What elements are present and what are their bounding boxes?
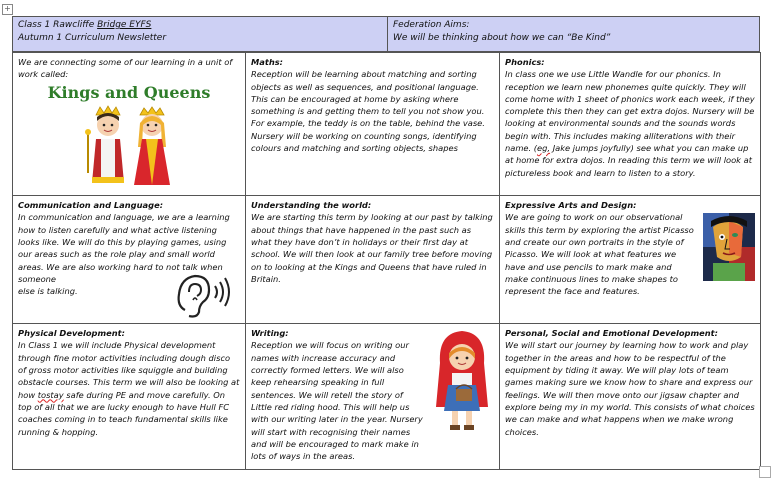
aims-title: Federation Aims: xyxy=(393,20,470,30)
understanding-title: Understanding the world: xyxy=(251,200,372,211)
understanding-text: We are starting this term by looking at our past by talking about things that have happened in the past such as what they have don’t in holidays or their first day at school. We will then look at our family tree before moving on to looking at the Kings and Queens that have ruled in Britain. xyxy=(251,212,493,284)
writing-title: Writing: xyxy=(251,328,289,339)
communication-cell xyxy=(13,196,246,324)
pse-cell xyxy=(500,324,761,470)
expressive-text: We are going to work on our observational skills this term by exploring the artist Picasso and create our own portraits in the style of Picasso. We will look at what features we have and use pencils to mark make and make continuous lines to make shapes to represent the face and features. xyxy=(505,212,694,297)
maths-cell xyxy=(246,53,500,196)
king-queen-icon xyxy=(18,103,240,192)
understanding-cell xyxy=(246,196,500,324)
phonics-text: In class one we use Little Wandle for our phonics. In reception we learn new phonemes quite quickly. They will come home with 1 sheet of phonics work each week, if they complete this then they can get extra dojos. Nursery will be looking at environmental sounds and the sounds words begin with. This includes making alliterations with their name. (eg, Jake jumps joyfully) see what you can make up at home for extra dojos. In reading this term we will look at pictureless book and learn to listen to a story. xyxy=(505,69,755,178)
pse-title: Personal, Social and Emotional Development: xyxy=(505,328,718,339)
pse-text: We will start our journey by learning how to work and play together in the areas and how to be respectful of the equipment by tiding it away. We will play lots of team games making sure we know how to share and express our feelings. We will then move onto our jigsaw chapter and explore being my in my world. This consists of what choices we can make and what happens when we make wrong choices. xyxy=(505,340,755,437)
expressive-cell xyxy=(500,196,761,324)
move-anchor-icon[interactable]: + xyxy=(2,4,13,15)
expressive-title: Expressive Arts and Design: xyxy=(505,200,637,211)
writing-cell xyxy=(246,324,500,470)
intro-cell xyxy=(13,53,246,196)
newsletter-title: Autumn 1 Curriculum Newsletter xyxy=(18,33,167,43)
writing-text: Reception we will focus on writing our names with increase accuracy and correctly formed letters. We will also keep rehearsing speaking in full sentences. We will retell the story of Little red riding hood. This will help us with our writing later in the year. Nursery will start with recognising their names and will be encouraged to mark make in lots of ways in the areas. xyxy=(251,340,423,462)
phonics-cell xyxy=(500,53,761,196)
newsletter-header xyxy=(12,16,760,52)
federation-aims-cell xyxy=(388,17,760,52)
communication-title: Communication and Language: xyxy=(18,200,164,211)
class-name-a: Class 1 Rawcliffe xyxy=(18,20,98,30)
class-info-cell xyxy=(13,17,388,52)
class-name-b: Bridge EYFS xyxy=(97,20,152,30)
resize-handle[interactable] xyxy=(759,466,771,478)
physical-title: Physical Development: xyxy=(18,328,125,339)
phonics-title: Phonics: xyxy=(505,57,545,67)
maths-text: Reception will be learning about matching and sorting objects as well as sequences, and positional language. This can be encouraged at home by asking where something is and getting them to tell you not show you. For example, the teddy is on the table, behind the vase. Nursery will be working on counting songs, identifying colours and matching and sorting objects, shapes xyxy=(251,69,485,154)
curriculum-grid xyxy=(12,52,761,470)
phonics-eg: eg, xyxy=(537,143,551,154)
aims-text: We will be thinking about how we can “Be Kind” xyxy=(393,33,611,43)
intro-text: We are connecting some of our learning in a unit of work called: xyxy=(18,57,233,80)
ear-icon xyxy=(171,270,231,323)
red-riding-hood-icon xyxy=(430,329,494,436)
physical-text: In Class 1 we will include Physical development through fine motor activities including dough disco of gross motor activities like squiggle and building obstacle courses. This term we will also be looking at how tostay safe during PE and move carefully. On top of all that we are lucky enough to have Hull FC coaches coming in to teach fundamental skills like running & hopping. xyxy=(18,340,240,437)
maths-title: Maths: xyxy=(251,57,283,67)
communication-text: In communication and language, we are a learning how to listen carefully and what active listening looks like. We will do this by playing games, using our areas such as the role play and small world areas. We are also working hard to not talk when someone xyxy=(18,212,230,284)
topic-title: Kings and Queens xyxy=(47,82,211,102)
communication-text-2: else is talking. xyxy=(18,286,78,297)
physical-typo: tostay xyxy=(37,389,64,400)
physical-cell xyxy=(13,324,246,470)
picasso-portrait-icon xyxy=(703,213,755,284)
